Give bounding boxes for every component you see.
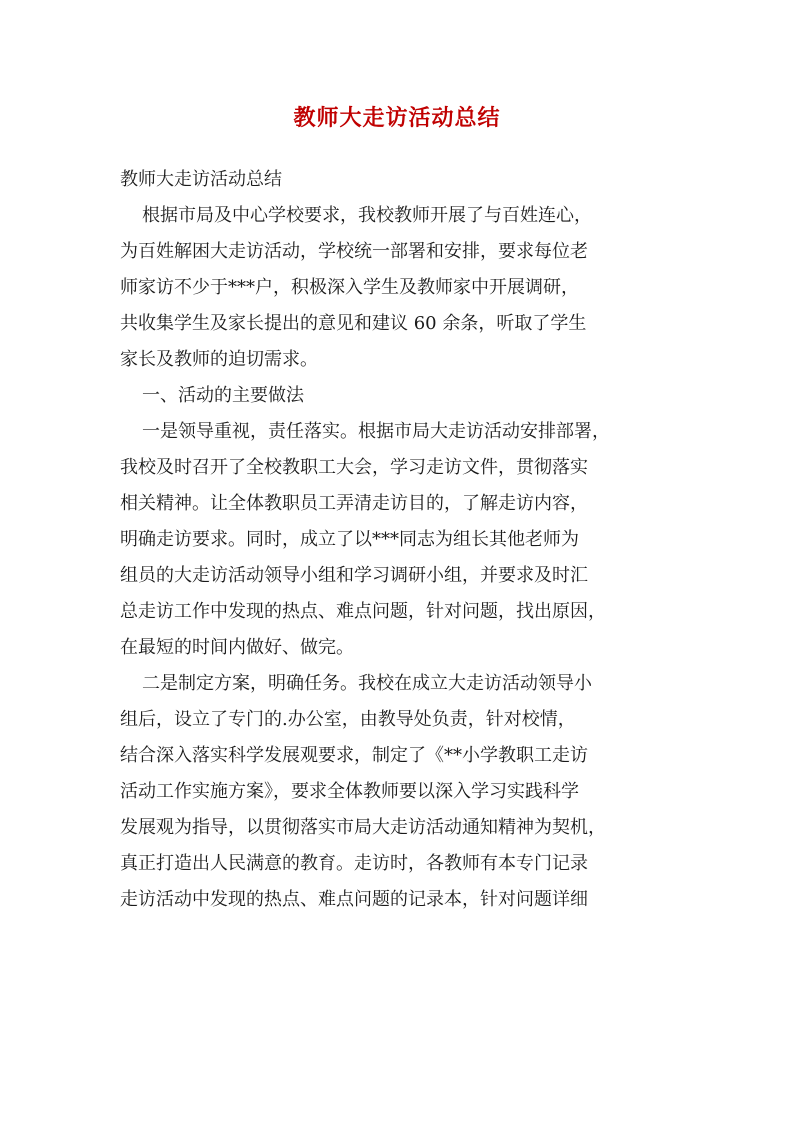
text-line: 师家访不少于***户，积极深入学生及教师家中开展调研，: [120, 277, 579, 298]
paragraph-line: 二是制定方案，明确任务。我校在成立大走访活动领导小: [142, 673, 592, 694]
text-line: 活动工作实施方案》，要求全体教师要以深入学习实践科学: [120, 781, 579, 802]
text-line: 教师大走访活动总结: [120, 169, 282, 190]
paragraph-line: 一是领导重视，责任落实。根据市局大走访活动安排部署，: [142, 421, 610, 442]
text-line: 明确走访要求。同时，成立了以***同志为组长其他老师为: [120, 529, 579, 550]
text-line: 发展观为指导，以贯彻落实市局大走访活动通知精神为契机，: [120, 817, 606, 838]
text-line: 总走访工作中发现的热点、难点问题，针对问题，找出原因，: [120, 601, 606, 622]
text-line: 结合深入落实科学发展观要求，制定了《**小学教职工走访: [120, 745, 588, 766]
text-line: 为百姓解困大走访活动，学校统一部署和安排，要求每位老: [120, 241, 588, 262]
paragraph-line: 根据市局及中心学校要求，我校教师开展了与百姓连心，: [142, 205, 592, 226]
text-line: 走访活动中发现的热点、难点问题的记录本，针对问题详细: [120, 889, 588, 910]
text-line: 共收集学生及家长提出的意见和建议 60 余条，听取了学生: [120, 313, 587, 334]
text-line: 组员的大走访活动领导小组和学习调研小组，并要求及时汇: [120, 565, 588, 586]
text-line: 在最短的时间内做好、做完。: [120, 637, 354, 658]
document-title: 教师大走访活动总结: [293, 105, 501, 131]
text-line: 我校及时召开了全校教职工大会，学习走访文件，贯彻落实: [120, 457, 588, 478]
text-line: 真正打造出人民满意的教育。走访时，各教师有本专门记录: [120, 853, 588, 874]
text-line: 家长及教师的迫切需求。: [120, 349, 318, 370]
document-body: [120, 162, 680, 918]
text-line: 组后，设立了专门的.办公室，由教导处负责，针对校情，: [120, 709, 576, 730]
text-line: 相关精神。让全体教职员工弄清走访目的，了解走访内容，: [120, 493, 588, 514]
section-heading: 一、活动的主要做法: [142, 385, 304, 406]
